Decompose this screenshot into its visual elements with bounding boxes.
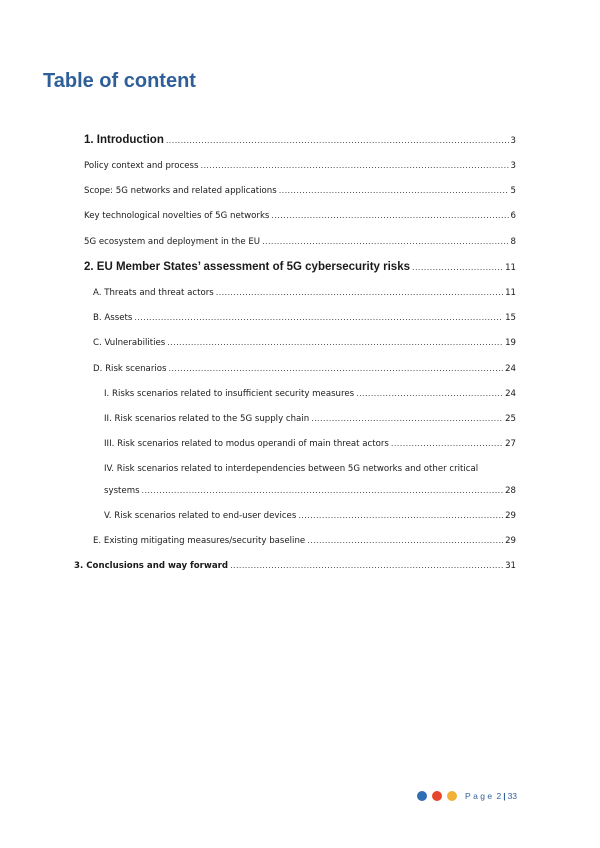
toc-leader-dots xyxy=(142,486,504,495)
toc-entry-label-first-line[interactable]: IV. Risk scenarios related to interdependencies between 5G networks and other critical xyxy=(104,464,479,474)
toc-leader-dots xyxy=(311,414,503,423)
page-footer xyxy=(417,791,517,801)
toc-entry-label: systems xyxy=(104,486,140,496)
toc-entry-risk-supply-chain[interactable] xyxy=(104,414,516,424)
toc-leader-dots xyxy=(279,186,509,195)
toc-page-number: 19 xyxy=(505,338,516,348)
toc-entry-label: I. Risks scenarios related to insufficient security measures xyxy=(104,389,355,399)
toc-entry-label: 3. Conclusions and way forward xyxy=(74,561,229,571)
footer-page-total: 33 xyxy=(507,791,518,801)
toc-entry-label: 1. Introduction xyxy=(84,134,164,146)
toc-leader-dots xyxy=(134,313,503,322)
toc-entry-ecosystem[interactable] xyxy=(84,237,516,247)
toc-page-number: 28 xyxy=(505,486,516,496)
toc-page-number: 5 xyxy=(510,186,516,196)
toc-page-number: 3 xyxy=(510,136,516,146)
toc-leader-dots xyxy=(230,561,503,570)
toc-entry-label: 2. EU Member States’ assessment of 5G cybersecurity risks xyxy=(84,261,410,273)
toc-entry-label: V. Risk scenarios related to end-user devices xyxy=(104,511,297,521)
toc-entry-risk-end-user-devices[interactable] xyxy=(104,511,516,521)
toc-entry-assets[interactable] xyxy=(93,313,516,323)
toc-entry-label: 5G ecosystem and deployment in the EU xyxy=(84,237,261,247)
toc-leader-dots xyxy=(167,338,503,347)
toc-entry-label: II. Risk scenarios related to the 5G supply chain xyxy=(104,414,310,424)
footer-separator: | xyxy=(503,791,506,801)
toc-page-number: 11 xyxy=(505,263,516,273)
toc-entry-label: B. Assets xyxy=(93,313,133,323)
footer-dot-blue-icon xyxy=(417,791,427,801)
toc-leader-dots xyxy=(271,211,508,220)
toc-entry-threats[interactable] xyxy=(93,288,516,298)
toc-page-number: 27 xyxy=(505,439,516,449)
toc-leader-dots xyxy=(298,511,503,520)
toc-page-number: 24 xyxy=(505,389,516,399)
toc-entry-key-novelties[interactable] xyxy=(84,211,516,221)
footer-page-number: 2 xyxy=(496,791,502,801)
toc-page-number: 29 xyxy=(505,536,516,546)
toc-entry-risk-insufficient-security[interactable] xyxy=(104,389,516,399)
toc-entry-mitigating-measures[interactable] xyxy=(93,536,516,546)
toc-leader-dots xyxy=(356,389,503,398)
toc-page-number: 25 xyxy=(505,414,516,424)
toc-entry-vulnerabilities[interactable] xyxy=(93,338,516,348)
toc-page-number: 24 xyxy=(505,364,516,374)
toc-leader-dots xyxy=(307,536,503,545)
toc-entry-label: C. Vulnerabilities xyxy=(93,338,166,348)
toc-leader-dots xyxy=(166,136,509,145)
footer-page-word: Page xyxy=(465,791,495,801)
toc-leader-dots xyxy=(168,364,503,373)
toc-leader-dots xyxy=(262,237,508,246)
toc-page-number: 8 xyxy=(510,237,516,247)
toc-entry-introduction[interactable] xyxy=(84,134,516,146)
toc-page-number: 11 xyxy=(505,288,516,298)
toc-entry-scope[interactable] xyxy=(84,186,516,196)
toc-page-number: 15 xyxy=(505,313,516,323)
toc-leader-dots xyxy=(216,288,503,297)
toc-leader-dots xyxy=(412,263,503,272)
toc-entry-conclusions[interactable] xyxy=(74,561,516,571)
toc-entry-label: D. Risk scenarios xyxy=(93,364,167,374)
toc-entry-label: Key technological novelties of 5G networks xyxy=(84,211,270,221)
footer-dot-yellow-icon xyxy=(447,791,457,801)
page-title: Table of content xyxy=(43,70,196,92)
toc-entry-member-states-assessment[interactable] xyxy=(84,261,516,273)
footer-dot-red-icon xyxy=(432,791,442,801)
toc-entry-policy-context[interactable] xyxy=(84,161,516,171)
toc-leader-dots xyxy=(391,439,503,448)
toc-entry-risk-interdependencies[interactable] xyxy=(104,486,516,496)
toc-entry-risk-scenarios[interactable] xyxy=(93,364,516,374)
toc-leader-dots xyxy=(201,161,509,170)
toc-entry-label: A. Threats and threat actors xyxy=(93,288,214,298)
toc-entry-label: E. Existing mitigating measures/security baseline xyxy=(93,536,306,546)
toc-page-number: 31 xyxy=(505,561,516,571)
toc-entry-risk-modus-operandi[interactable] xyxy=(104,439,516,449)
toc-page-number: 3 xyxy=(510,161,516,171)
toc-page-number: 6 xyxy=(510,211,516,221)
toc-entry-label: Policy context and process xyxy=(84,161,199,171)
toc-entry-label: Scope: 5G networks and related applications xyxy=(84,186,277,196)
toc-page-number: 29 xyxy=(505,511,516,521)
toc-entry-label: III. Risk scenarios related to modus operandi of main threat actors xyxy=(104,439,389,449)
